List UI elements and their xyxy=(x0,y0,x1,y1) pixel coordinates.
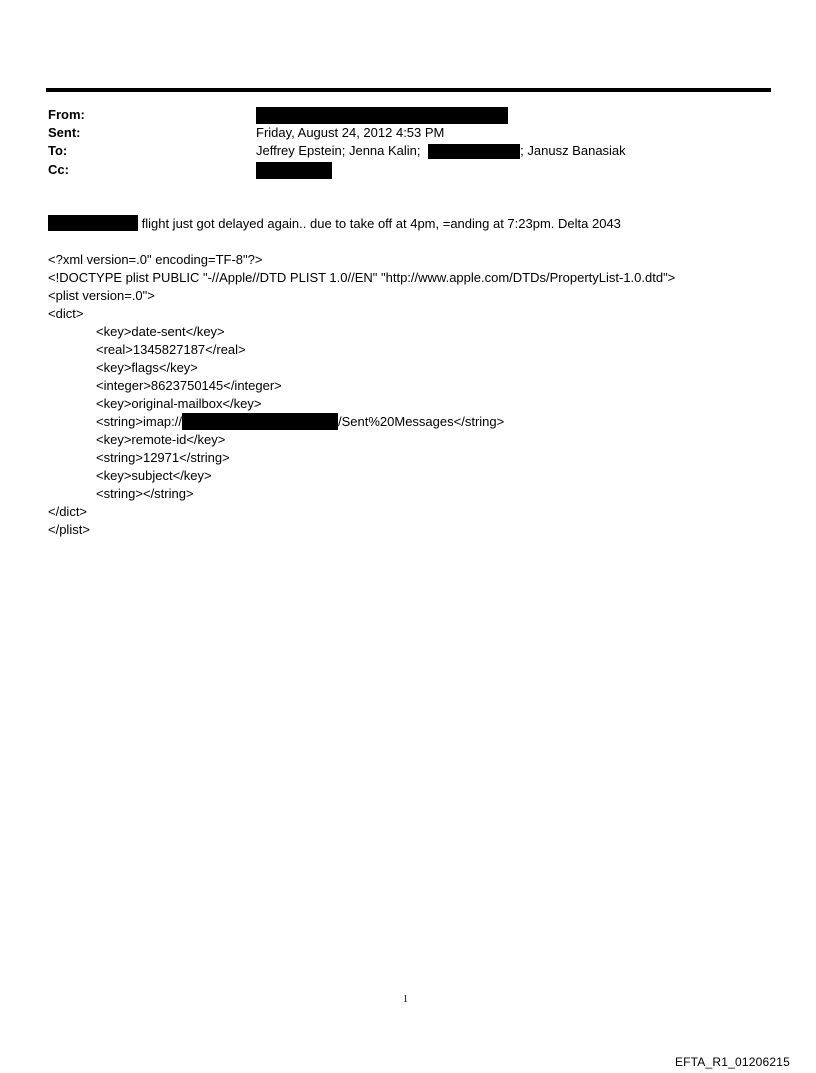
plist-string-empty: <string></string> xyxy=(96,486,194,501)
to-recipients-rest: ; Janusz Banasiak xyxy=(520,143,626,158)
redaction-block xyxy=(182,413,338,430)
header-rule xyxy=(46,88,771,92)
sent-label: Sent: xyxy=(48,125,81,140)
imap-suffix: /Sent%20Messages</string> xyxy=(338,414,505,429)
page-number: 1 xyxy=(403,994,408,1005)
plist-xml-declaration: <?xml version=.0" encoding=TF-8"?> xyxy=(48,252,263,267)
plist-key-flags: <key>flags</key> xyxy=(96,360,198,375)
dict-close-tag: </dict> xyxy=(48,504,88,519)
message-body-line xyxy=(48,215,621,233)
redaction-block xyxy=(428,144,520,159)
plist-doctype: <!DOCTYPE plist PUBLIC "-//Apple//DTD PLIST 1.0//EN" "http://www.apple.com/DTDs/PropertyList-1.0.dtd"> xyxy=(48,270,676,285)
cc-label: Cc: xyxy=(48,162,69,177)
to-recipients: Jeffrey Epstein; Jenna Kalin; xyxy=(256,143,421,158)
plist-key-date-sent: <key>date-sent</key> xyxy=(96,324,225,339)
plist-key-mailbox: <key>original-mailbox</key> xyxy=(96,396,262,411)
plist-open-tag: <plist version=.0"> xyxy=(48,288,155,303)
from-label: From: xyxy=(48,107,85,122)
plist-real-value: <real>1345827187</real> xyxy=(96,342,246,357)
plist-string-imap xyxy=(96,413,504,431)
document-id: EFTA_R1_01206215 xyxy=(674,1055,790,1069)
imap-prefix: <string>imap:// xyxy=(96,414,182,429)
redaction-block xyxy=(256,107,508,124)
cc-value xyxy=(256,161,332,179)
plist-string-remote-id: <string>12971</string> xyxy=(96,450,230,465)
to-value xyxy=(256,142,626,160)
plist-key-remote-id: <key>remote-id</key> xyxy=(96,432,226,447)
from-value xyxy=(256,106,508,124)
to-label: To: xyxy=(48,143,68,158)
dict-open-tag: <dict> xyxy=(48,306,84,321)
message-text: flight just got delayed again.. due to take off at 4pm, =anding at 7:23pm. Delta 2043 xyxy=(138,216,621,231)
plist-integer-value: <integer>8623750145</integer> xyxy=(96,378,282,393)
plist-close-tag: </plist> xyxy=(48,522,90,537)
redaction-block xyxy=(48,215,138,231)
sent-value: Friday, August 24, 2012 4:53 PM xyxy=(256,125,445,140)
plist-key-subject: <key>subject</key> xyxy=(96,468,212,483)
redaction-block xyxy=(256,162,332,179)
